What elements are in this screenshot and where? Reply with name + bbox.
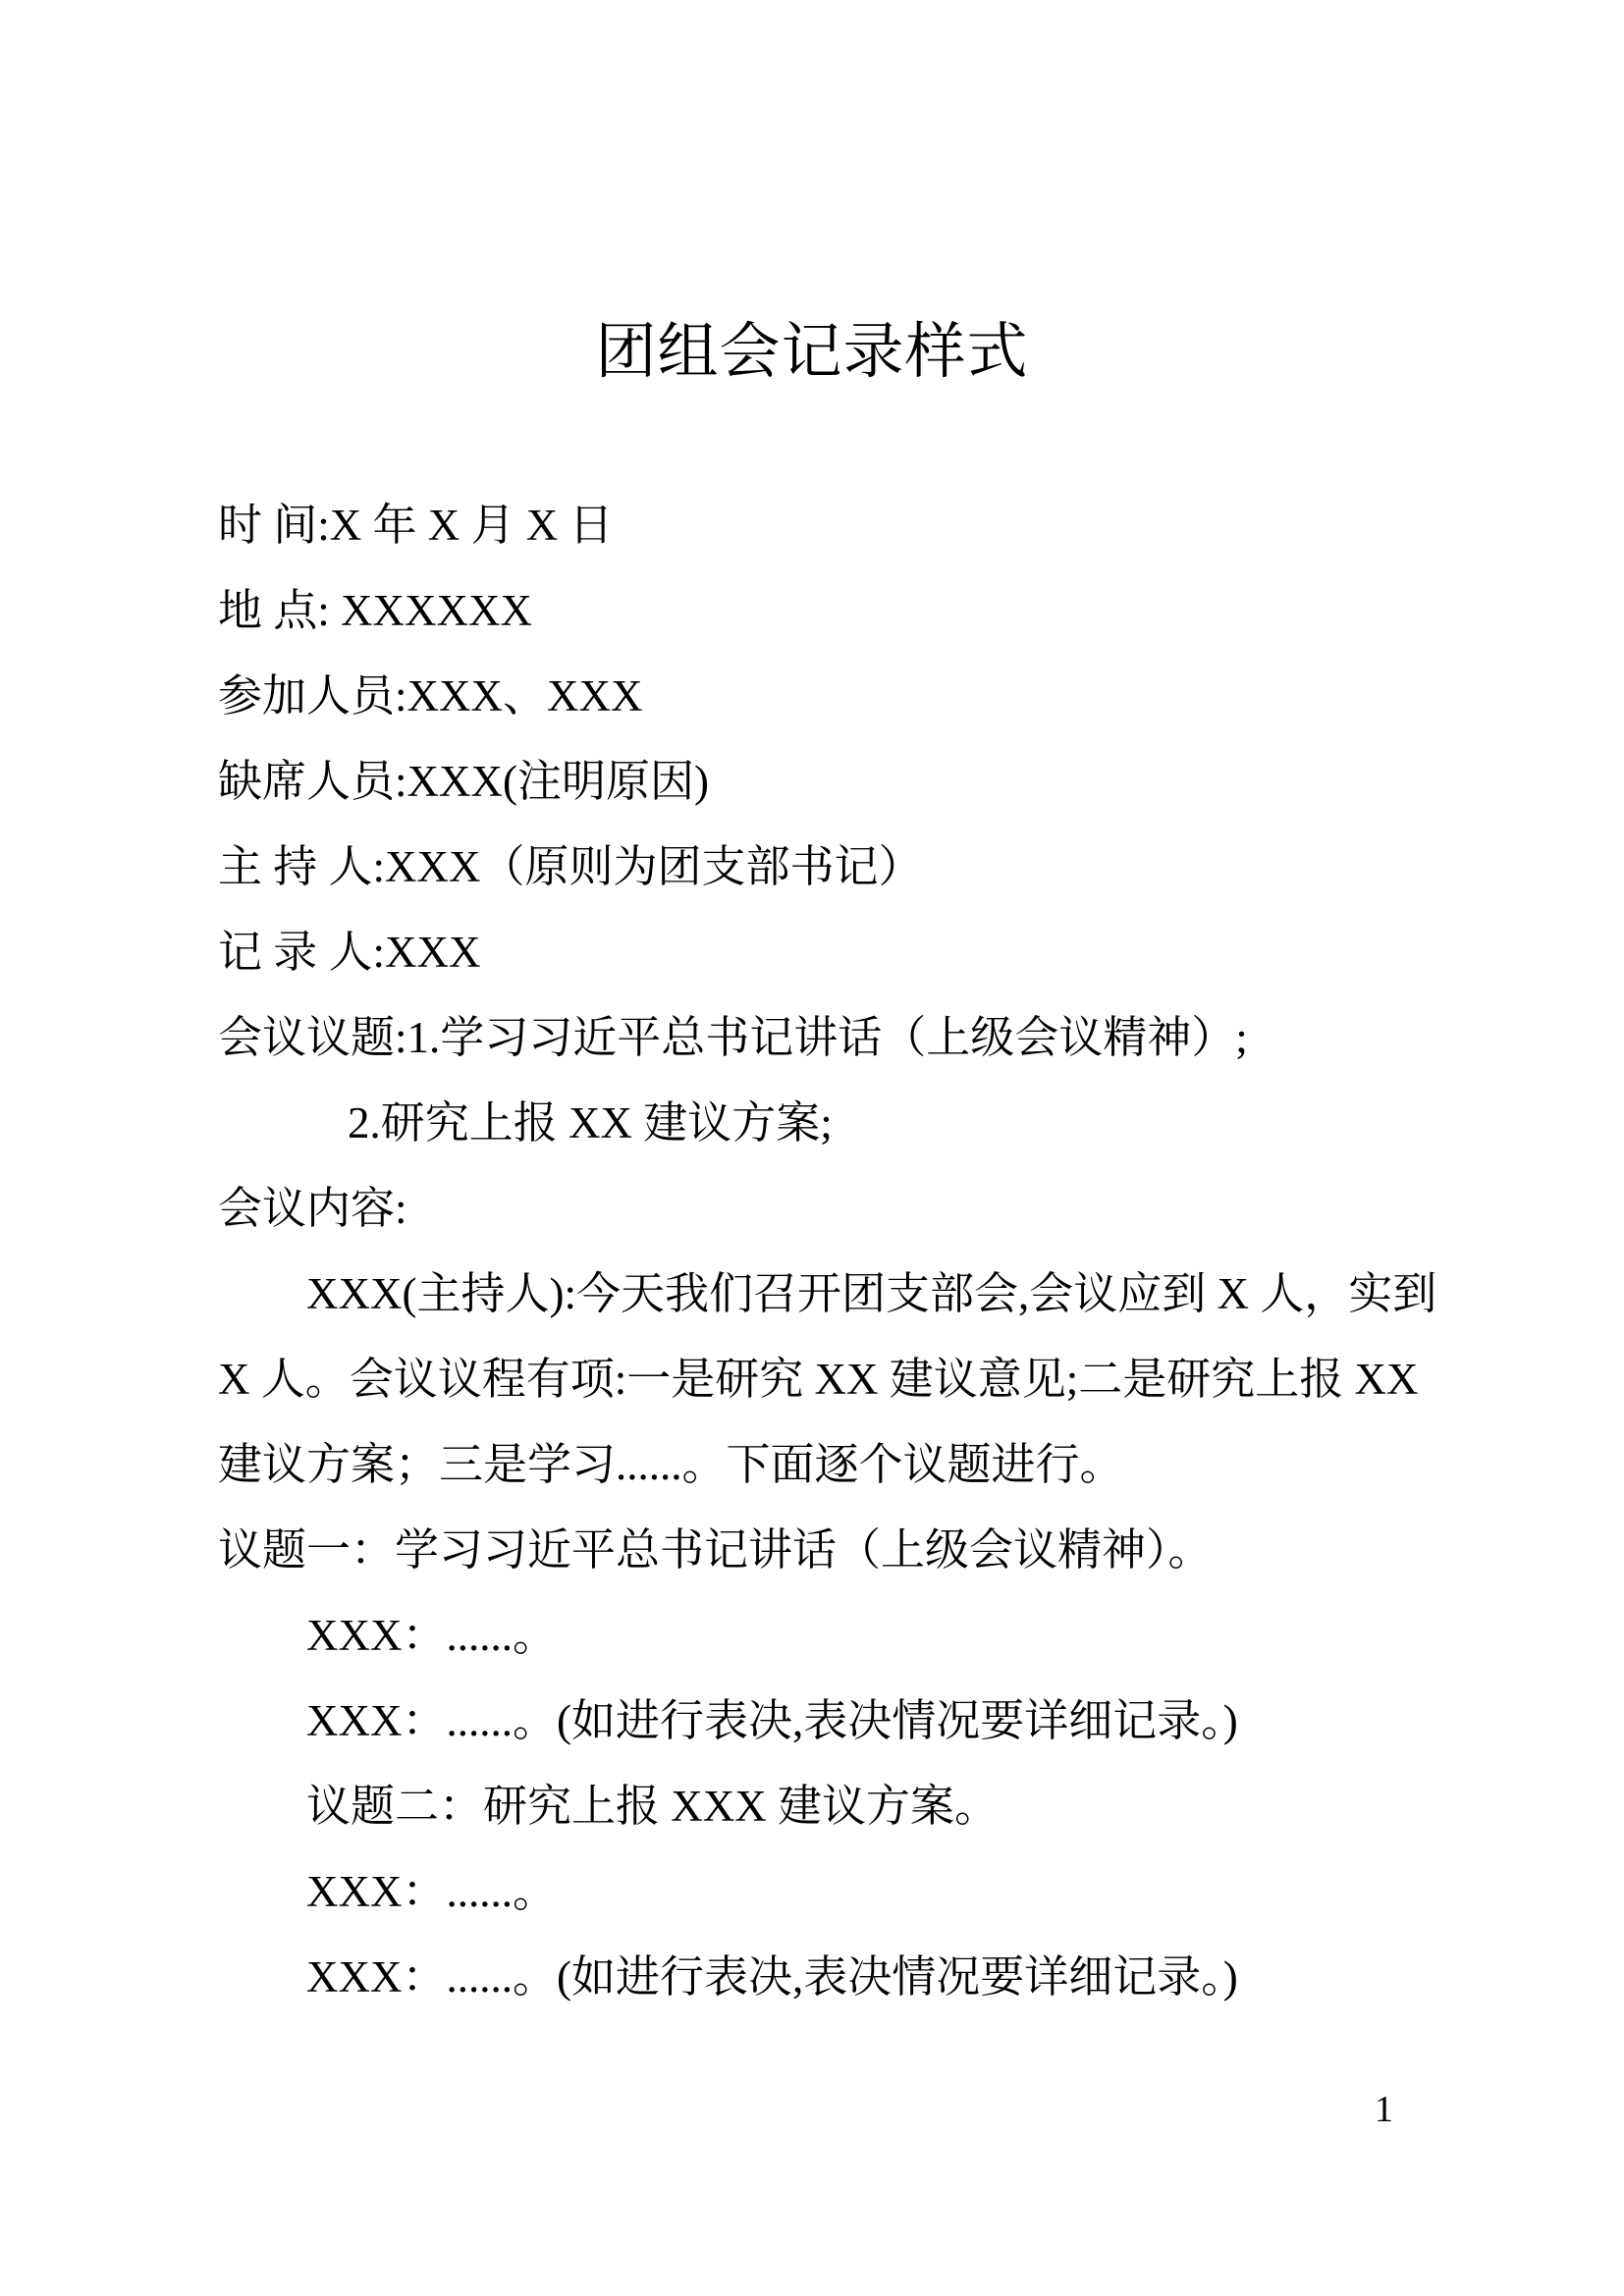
meeting-recorder: 记 录 人:XXX	[218, 928, 481, 977]
speaker-remark: XXX：......。	[306, 1611, 557, 1660]
meeting-attendees: 参加人员:XXX、XXX	[218, 671, 643, 721]
meeting-time: 时 间:X 年 X 月 X 日	[218, 501, 614, 550]
meeting-absentees: 缺席人员:XXX(注明原因)	[218, 757, 709, 806]
content-paragraph-line: 建议方案；三是学习......。下面逐个议题进行。	[218, 1440, 1124, 1489]
page-number: 1	[1375, 2089, 1393, 2130]
meeting-topic-2: 2.研究上报 XX 建议方案;	[348, 1098, 833, 1148]
content-paragraph-line: X 人。会议议程有项:一是研究 XX 建议意见;二是研究上报 XX	[218, 1355, 1419, 1404]
meeting-host: 主 持 人:XXX（原则为团支部书记）	[218, 842, 923, 891]
agenda-item-2: 议题二：研究上报 XXX 建议方案。	[306, 1782, 999, 1831]
meeting-location: 地 点: XXXXXX	[218, 586, 532, 635]
content-paragraph-line: XXX(主持人):今天我们召开团支部会,会议应到 X 人，实到	[306, 1269, 1437, 1318]
agenda-item-1: 议题一：学习习近平总书记讲话（上级会议精神）。	[218, 1525, 1213, 1575]
speaker-remark: XXX：......。	[306, 1867, 557, 1916]
speaker-remark: XXX：......。(如进行表决,表决情况要详细记录。)	[306, 1952, 1238, 2002]
document-title: 团组会记录样式	[595, 315, 1029, 387]
speaker-remark: XXX：......。(如进行表决,表决情况要详细记录。)	[306, 1696, 1238, 1745]
meeting-topics: 会议议题:1.学习习近平总书记讲话（上级会议精神）;	[218, 1013, 1248, 1062]
meeting-content-label: 会议内容:	[218, 1184, 407, 1233]
